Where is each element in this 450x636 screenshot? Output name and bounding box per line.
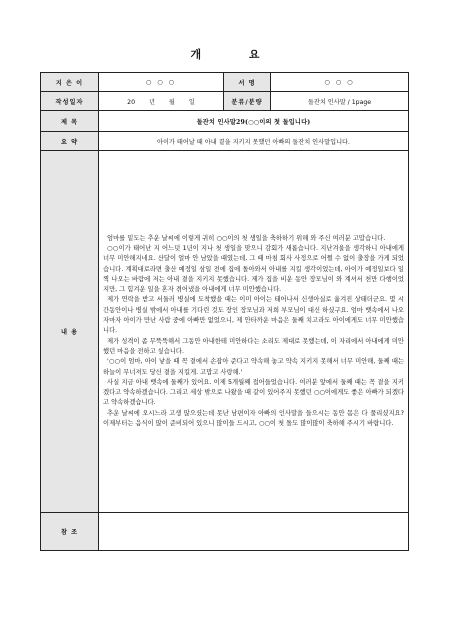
note-row: [41, 513, 409, 551]
category-label: 분류/분량: [224, 92, 271, 111]
content-paragraph: 제가 연락을 받고 서둘러 병실에 도착했을 때는 이미 아이는 태어나서 신생아실로 옮겨진 상태더군요. 몇 시간동안이나 병실 밖에서 아내를 기다린 것도 장인 장모님과 저희 부모님이 대신 하셨구요. 엄마 뱃속에서 나오자마자 아이가 만난 사람 중에 아빠만 없었으니, 제 안타까운 마음은 둘째 치고라도 아이에게도 너무 미안했습니다.: [103, 296, 404, 335]
author-label: 지 은 이: [41, 73, 99, 92]
page-title: 개 요: [190, 48, 282, 61]
subject-label: 제 목: [41, 111, 99, 132]
note-label: 참 조: [41, 513, 99, 551]
content-paragraph: 추운 날씨에 오시느라 고생 많으셨는데 못난 남편이자 아빠의 인사말을 들으시는 동안 몸은 다 풀리셨지요? 이제부터는 음식이 많이 준비되어 있으니 많이들 드시고, ○○이 첫 돌도 많이많이 축하해 주시기 바랍니다.: [103, 409, 404, 428]
note-value: [99, 513, 409, 551]
summary-label: 요 약: [41, 132, 99, 151]
content-paragraph: 사실 지금 아내 뱃속에 둘째가 있어요. 이제 5개월째 접어들었습니다. 여러분 앞에서 둘째 때는 꼭 곁을 지키겠다고 약속하겠습니다. 그리고 세상 밖으로 나왔을 때 같이 있어주지 못했던 ○○이에게도 좋은 아빠가 되겠다고 약속하겠습니다.: [103, 378, 404, 407]
signature-label: 서 명: [224, 73, 271, 92]
content-paragraph: 엄마를 밑도는 추운 날씨에 이렇게 귀히 ○○이의 첫 생일을 축하하기 위해 와 주신 여러분 고맙습니다.: [107, 234, 386, 242]
summary-value: 아이가 태어날 때 아내 곁을 지키지 못했던 아빠의 돌잔치 인사말입니다.: [99, 132, 409, 151]
content-label: 내 용: [41, 151, 99, 513]
author-value: ○ ○ ○: [99, 73, 224, 92]
content-paragraph: ○○이가 태어난 지 어느덧 1년이 지나 첫 생일을 맞으니 감회가 새롭습니다. 지난겨울을 생각하니 아내에게 너무 미안해지네요. 산달이 얼마 안 남았을 때였는데, 그 때 마침 회사 사정으로 어쩔 수 없이 출장을 가게 되었습니다. 계획대로라면 출산 예정일 삼일 전에 집에 돌아와서 아내를 지킬 생각이었는데, 아이가 예정일보다 일찍 나오는 바람에 저는 아내 곁을 지키지 못했습니다. 제가 집을 비운 동안 장모님이 와 계셔서 천만 다행이었지만, 그 힘겨운 일을 혼자 겪어냈을 아내에게 너무 미안했습니다.: [103, 244, 404, 294]
signature-value: ○ ○ ○: [271, 73, 409, 92]
subject-value: 돌잔치 인사말29(○○이의 첫 돌입니다): [99, 111, 409, 132]
document-form: [40, 72, 409, 551]
date-label: 작성일자: [41, 92, 99, 111]
date-value: 20 년 월 일: [99, 92, 224, 111]
content-row: [41, 151, 409, 513]
summary-row: [41, 132, 409, 151]
content-paragraph: 제가 성격이 좀 무뚝뚝해서 그동안 아내한테 미안하다는 소리도 제대로 못했는데, 이 자리에서 아내에게 미안했던 마음을 전하고 싶습니다.: [103, 337, 404, 355]
date-row: [41, 92, 409, 111]
subject-row: [41, 111, 409, 132]
category-value: 돌잔치 인사말 / 1page: [271, 92, 409, 111]
author-row: [41, 73, 409, 92]
content-paragraph: '○○이 엄마, 아이 낳을 때 꼭 곁에서 손잡아 준다고 약속해 놓고 약속 지키지 못해서 너무 미안해, 둘째 때는 하늘이 무너져도 당신 곁을 지킬게. 고맙고 사랑해.': [103, 358, 404, 376]
content-body: [99, 151, 409, 513]
